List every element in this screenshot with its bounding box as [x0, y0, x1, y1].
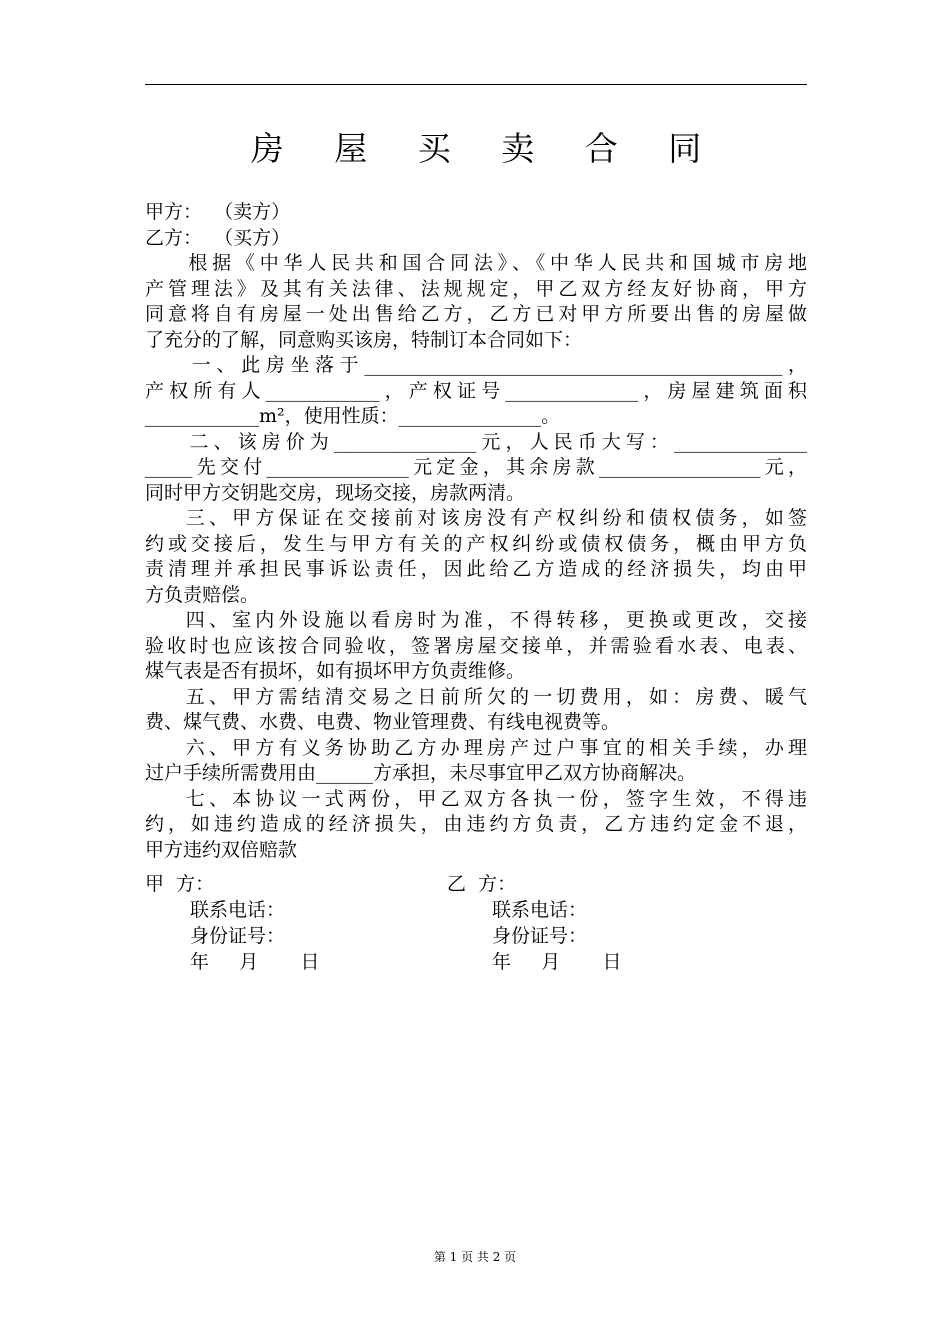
contract-line: 约或交接后，发生与甲方有关的产权纠纷或债权债务，概由甲方负: [145, 532, 807, 555]
party-a-phone-label: 联系电话：: [190, 899, 286, 921]
contract-line: 了充分的了解，同意购买该房，特制订本合同如下：: [145, 328, 583, 351]
contract-line: 费、煤气费、水费、电费、物业管理费、有线电视费等。: [145, 711, 621, 733]
contract-body: [145, 200, 807, 863]
contract-line: ____________m²，使用性质：_______________。: [145, 405, 561, 427]
contract-line: 五、甲方需结清交易之日前所欠的一切费用，如：房费、暖气: [145, 685, 807, 708]
contract-line: 三、甲方保证在交接前对该房没有产权纠纷和债权债务，如签: [145, 507, 807, 529]
party-b-id-label: 身份证号：: [492, 925, 588, 947]
page-footer: 第 1 页 共 2 页: [433, 1250, 517, 1264]
contract-line: 一、此房坐落于____________________________________________，: [145, 354, 807, 376]
contract-line: 四、室内外设施以看房时为准，不得转移，更换或更改，交接: [145, 609, 807, 631]
contract-line: 责清理并承担民事诉讼责任，因此给乙方造成的经济损失，均由甲: [145, 558, 807, 580]
contract-line: 煤气表是否有损坏，如有损坏甲方负责维修。: [145, 660, 526, 682]
contract-lines: [145, 251, 807, 863]
contract-line: 六、甲方有义务协助乙方办理房产过户事宜的相关手续，办理: [145, 736, 807, 759]
contract-line: 过户手续所需费用由______方承担，未尽事宜甲乙双方协商解决。: [145, 762, 697, 784]
contract-line: 同时甲方交钥匙交房，现场交接，房款两清。: [145, 481, 526, 504]
party-a-line: 甲方： （卖方）: [145, 201, 291, 223]
contract-line: 七、本协议一式两份，甲乙双方各执一份，签字生效，不得违: [145, 787, 807, 810]
header-rule: [145, 84, 807, 85]
document-title: 房 屋 买 卖 合 同: [250, 129, 722, 168]
party-b-date-label: 年 月 日: [492, 951, 622, 973]
contract-line: 产权所有人____________，产权证号______________，房屋建筑面积: [145, 379, 807, 402]
contract-line: _____先交付_______________元定金，其余房款_________________元，: [145, 456, 807, 478]
party-b-sign-label: 乙 方：: [447, 873, 517, 895]
party-b-line: 乙方： （买方）: [145, 226, 291, 249]
party-a-sign-label: 甲 方：: [145, 873, 215, 895]
signature-party-a: [145, 872, 319, 976]
party-b-phone-label: 联系电话：: [492, 899, 588, 921]
contract-line: 甲方违约双倍赔款: [145, 838, 298, 861]
contract-line: 根据《中华人民共和国合同法》、《中华人民共和国城市房地: [145, 252, 807, 274]
party-a-date-label: 年 月 日: [190, 951, 320, 973]
party-a-id-label: 身份证号：: [190, 925, 286, 947]
contract-line: 方负责赔偿。: [145, 583, 260, 606]
contract-line: 约，如违约造成的经济损失，由违约方负责，乙方违约定金不退，: [145, 813, 807, 835]
contract-line: 验收时也应该按合同验收，签署房屋交接单，并需验看水表、电表、: [145, 634, 807, 657]
signature-party-b: [447, 872, 621, 976]
contract-line: 二、该房价为_______________元，人民币大写：______________: [145, 430, 807, 453]
contract-line: 产管理法》及其有关法律、法规规定，甲乙双方经友好协商，甲方: [145, 277, 807, 300]
contract-line: 同意将自有房屋一处出售给乙方，乙方已对甲方所要出售的房屋做: [145, 303, 807, 325]
